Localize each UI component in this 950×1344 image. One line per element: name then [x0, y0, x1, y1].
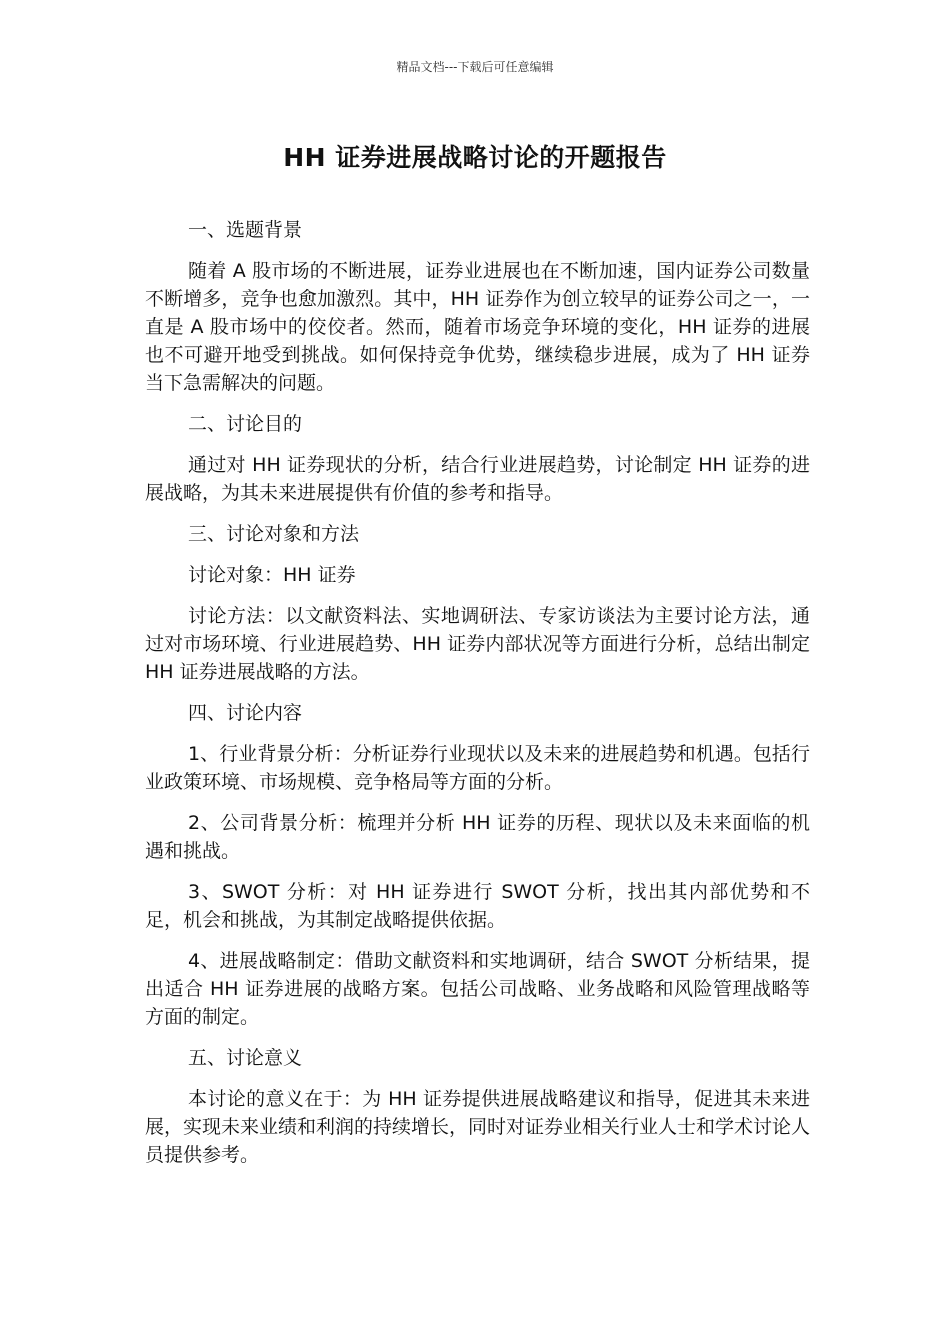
section-heading-content: 四、讨论内容	[188, 702, 303, 724]
document-body	[145, 216, 810, 1182]
paragraph-content-2: 2、公司背景分析：梳理并分析 HH 证券的历程、现状以及未来面临的机遇和挑战。	[145, 812, 810, 862]
paragraph-significance: 本讨论的意义在于：为 HH 证券提供进展战略建议和指导，促进其未来进展，实现未来业绩和利润的持续增长，同时对证券业相关行业人士和学术讨论人员提供参考。	[145, 1088, 811, 1166]
paragraph-content-3: 3、SWOT 分析：对 HH 证券进行 SWOT 分析，找出其内部优势和不足，机会和挑战，为其制定战略提供依据。	[145, 881, 810, 931]
section-heading-purpose: 二、讨论目的	[188, 413, 303, 435]
section-heading-background: 一、选题背景	[188, 219, 303, 241]
page-header: 精品文档---下载后可任意编辑	[396, 60, 554, 74]
paragraph-background: 随着 A 股市场的不断进展，证券业进展也在不断加速，国内证券公司数量不断增多，竞争也愈加激烈。其中，HH 证券作为创立较早的证券公司之一，一直是 A 股市场中的佼佼者。然而，随着市场竞争环境的变化，HH 证券的进展也不可避开地受到挑战。如何保持竞争优势，继续稳步进展，成为了 HH 证券当下急需解决的问题。	[145, 260, 810, 394]
document-title: HH 证券进展战略讨论的开题报告	[283, 143, 667, 172]
paragraph-content-4: 4、进展战略制定：借助文献资料和实地调研，结合 SWOT 分析结果，提出适合 HH 证券进展的战略方案。包括公司战略、业务战略和风险管理战略等方面的制定。	[145, 950, 810, 1028]
section-heading-object-method: 三、讨论对象和方法	[188, 523, 360, 545]
paragraph-content-1: 1、行业背景分析：分析证券行业现状以及未来的进展趋势和机遇。包括行业政策环境、市场规模、竞争格局等方面的分析。	[145, 743, 810, 793]
paragraph-object: 讨论对象：HH 证券	[188, 564, 356, 586]
paragraph-method: 讨论方法：以文献资料法、实地调研法、专家访谈法为主要讨论方法，通过对市场环境、行业进展趋势、HH 证券内部状况等方面进行分析，总结出制定 HH 证券进展战略的方法。	[145, 605, 810, 683]
section-heading-significance: 五、讨论意义	[188, 1047, 303, 1069]
paragraph-purpose: 通过对 HH 证券现状的分析，结合行业进展趋势，讨论制定 HH 证券的进展战略，为其未来进展提供有价值的参考和指导。	[145, 454, 810, 504]
